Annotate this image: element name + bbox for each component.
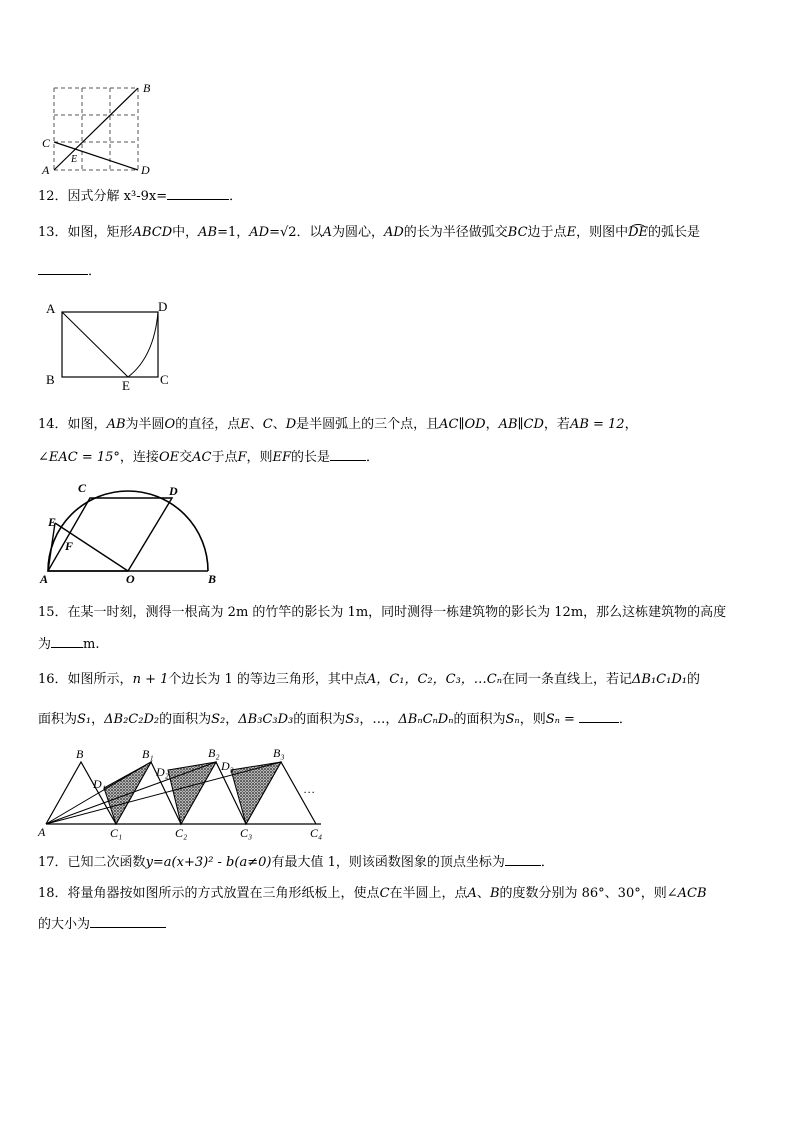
segment-ab (54, 88, 138, 170)
arc-de (128, 312, 158, 377)
label-e: E (48, 515, 57, 529)
label-b1: B₁ (142, 747, 154, 761)
label-c: C (42, 136, 51, 150)
label-d: D (158, 299, 168, 314)
question-14: 14．如图，AB为半圆O的直径，点E、C、D是半圆弧上的三个点，且AC∥OD，AB∥CD，若AB = 12， (38, 417, 638, 432)
question-18-line2: 的大小为 (38, 915, 166, 934)
q12-number: 12． (38, 189, 68, 204)
label-d: D (169, 484, 178, 498)
semicircle-figure (38, 478, 228, 588)
segment-ae (62, 312, 128, 377)
question-15: 15．在某一时刻，测得一根高为 2m 的竹竿的影长为 1m，同时测得一栋建筑物的影长为 12m，那么这栋建筑物的高度 (38, 605, 727, 620)
question-12: 12．因式分解 x³-9x= ． (38, 189, 243, 204)
q17-answer-blank[interactable] (505, 853, 541, 866)
label-a: A (46, 301, 56, 316)
label-b: B (76, 747, 84, 761)
q15-answer-blank[interactable] (51, 635, 83, 648)
label-ellipsis: … (304, 782, 315, 796)
grid-figure (38, 80, 158, 176)
q12-answer-blank[interactable] (167, 187, 229, 200)
label-d: D (141, 163, 150, 176)
segment-cd (54, 142, 138, 170)
q14-answer-blank[interactable] (330, 448, 366, 461)
q18-answer-blank[interactable] (90, 915, 166, 928)
triangles-figure (36, 744, 336, 844)
label-a: A (42, 163, 50, 176)
q16-answer-blank[interactable] (579, 710, 619, 723)
q13-answer-blank[interactable] (38, 262, 88, 275)
shaded-triangle-2 (168, 762, 216, 824)
label-c3: C₃ (240, 826, 253, 840)
label-a: A (40, 572, 49, 586)
question-18: 18．将量角器按如图所示的方式放置在三角形纸板上，使点C在半圆上，点A、B的度数分别为 86°、30°，则∠ACB (38, 886, 707, 901)
question-13: 13．如图，矩形ABCD中，AB=1，AD=√2．以A为圆心，AD的长为半径做弧交BC边于点E，则图中DE的弧长是 (38, 225, 701, 240)
question-13-blank-line: ． (38, 262, 101, 281)
shaded-triangle-3 (231, 762, 281, 824)
label-o: O (126, 572, 135, 586)
arc-de: DE (628, 225, 648, 240)
rectangle-figure (42, 295, 182, 390)
question-15-line2: 为 m. (38, 637, 100, 652)
label-c: C (160, 372, 169, 387)
question-16: 16．如图所示，n + 1个边长为 1 的等边三角形，其中点A，C₁，C₂，C₃，…Cₙ在同一条直线上，若记ΔB₁C₁D₁的 (38, 672, 700, 687)
label-b: B (143, 81, 151, 95)
semicircle-arc (48, 491, 208, 571)
label-d1: D₁ (93, 777, 106, 791)
label-f: F (65, 539, 74, 553)
label-c: C (78, 481, 87, 495)
label-d3: D₃ (221, 759, 234, 773)
label-e: E (71, 154, 78, 165)
question-17: 17．已知二次函数y=a(x+3)² - b(a≠0)有最大值 1，则该函数图象的顶点坐标为 ． (38, 855, 554, 870)
label-b3: B₃ (273, 746, 285, 760)
label-a: A (38, 825, 46, 839)
label-e: E (122, 378, 130, 390)
label-c4: C₄ (310, 826, 323, 840)
q12-text: 因式分解 x³-9x= (67, 189, 168, 204)
question-14-line2: ∠EAC = 15°，连接OE交AC于点F，则EF的长是 ． (38, 450, 380, 465)
label-b: B (208, 572, 217, 586)
label-d2: D₂ (156, 765, 169, 779)
label-b2: B₂ (208, 746, 220, 760)
label-b: B (46, 372, 55, 387)
quad-acdo (48, 498, 172, 571)
label-c2: C₂ (175, 826, 188, 840)
label-c1: C₁ (110, 826, 123, 840)
question-16-line2: 面积为S₁，ΔB₂C₂D₂的面积为S₂，ΔB₃C₃D₃的面积为S₃，…，ΔBₙCₙDₙ的面积为Sₙ，则Sₙ = ． (38, 712, 632, 727)
